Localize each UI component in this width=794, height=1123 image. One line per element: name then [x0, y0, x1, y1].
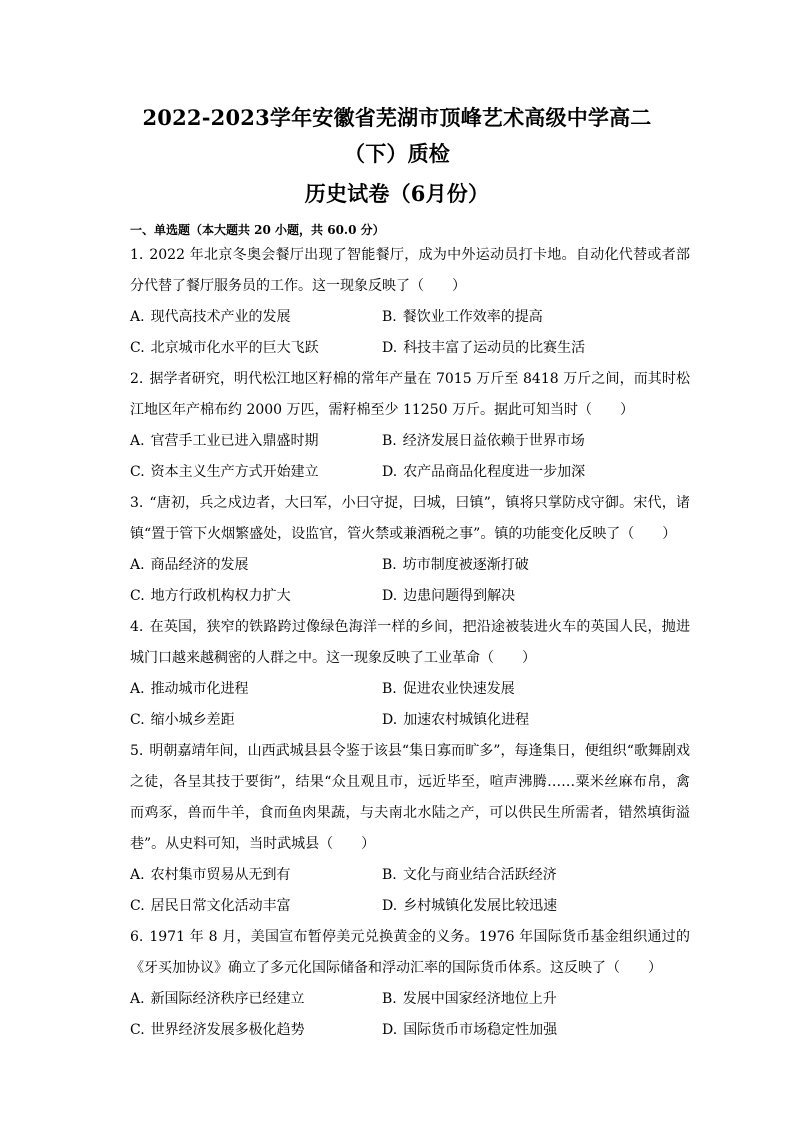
option-text: 地方行政机构权力扩大: [150, 588, 291, 604]
option-text: 北京城市化水平的巨大飞跃: [150, 340, 319, 356]
question-text: 1971 年 8 月，美国宣布暂停美元兑换黄金的义务。1976 年国际货币基金组织通过的《牙买加协议》确立了多元化国际储备和浮动汇率的国际货币体系。这反映了（ ）: [130, 929, 690, 976]
option-letter: B.: [382, 681, 397, 697]
question-3: [130, 488, 690, 612]
question-text: 2022 年北京冬奥会餐厅出现了智能餐厅，成为中外运动员打卡地。自动化代替或者部分代替了餐厅服务员的工作。这一现象反映了（ ）: [130, 247, 690, 294]
option-text: 官营手工业已进入鼎盛时期: [150, 433, 319, 449]
exam-title-line1: 2022-2023学年安徽省芜湖市顶峰艺术高级中学高二（下）质检: [142, 105, 652, 166]
option-b: [382, 984, 682, 1015]
question-list: [130, 240, 794, 1046]
option-text: 国际货币市场稳定性加强: [403, 1022, 558, 1038]
option-text: 文化与商业结合活跃经济: [402, 867, 557, 883]
option-letter: D.: [382, 588, 398, 604]
option-text: 经济发展日益依赖于世界市场: [402, 433, 585, 449]
question-1: [130, 240, 690, 364]
option-letter: D.: [382, 898, 398, 914]
option-letter: D.: [382, 340, 398, 356]
question-number: 5.: [130, 743, 144, 759]
option-letter: A.: [130, 309, 145, 325]
option-text: 缩小城乡差距: [150, 712, 235, 728]
question-6: [130, 922, 690, 1046]
option-letter: B.: [382, 557, 397, 573]
options-grid: [130, 426, 690, 488]
question-text: “唐初，兵之戍边者，大曰军，小曰守捉，曰城，曰镇”，镇将只掌防戍守御。宋代，诸镇“置于管下火烟繁盛处，设监官，管火禁或兼酒税之事”。镇的功能变化反映了（ ）: [130, 495, 690, 542]
option-text: 农产品商品化程度进一步加深: [403, 464, 586, 480]
question-stem: [130, 488, 690, 550]
question-number: 6.: [130, 929, 144, 945]
option-letter: B.: [382, 433, 397, 449]
option-c: [130, 891, 382, 922]
option-b: [382, 426, 682, 457]
option-letter: A.: [130, 681, 145, 697]
option-b: [382, 674, 682, 705]
question-stem: [130, 364, 690, 426]
question-number: 4.: [130, 619, 144, 635]
option-c: [130, 457, 382, 488]
question-text: 据学者研究，明代松江地区籽棉的常年产量在 7015 万斤至 8418 万斤之间，而其时松江地区年产棉布约 2000 万匹，需籽棉至少 11250 万斤。据此可知当时（ ）: [130, 371, 690, 418]
option-letter: B.: [382, 309, 397, 325]
option-letter: C.: [130, 340, 145, 356]
option-text: 农村集市贸易从无到有: [150, 867, 291, 883]
question-number: 2.: [130, 371, 144, 387]
option-letter: C.: [130, 464, 145, 480]
option-letter: C.: [130, 1022, 145, 1038]
section-heading: 一、单选题（本大题共 20 小题，共 60.0 分）: [130, 223, 385, 237]
option-d: [382, 581, 682, 612]
option-text: 促进农业快速发展: [402, 681, 515, 697]
option-a: [130, 674, 382, 705]
option-letter: A.: [130, 433, 145, 449]
option-text: 商品经济的发展: [150, 557, 249, 573]
question-stem: [130, 922, 690, 984]
option-letter: C.: [130, 588, 145, 604]
option-text: 发展中国家经济地位上升: [402, 991, 557, 1007]
option-b: [382, 302, 682, 333]
option-c: [130, 705, 382, 736]
option-d: [382, 1015, 682, 1046]
option-letter: C.: [130, 712, 145, 728]
option-a: [130, 550, 382, 581]
options-grid: [130, 674, 690, 736]
option-letter: D.: [382, 1022, 398, 1038]
option-text: 加速农村城镇化进程: [403, 712, 530, 728]
option-a: [130, 984, 382, 1015]
options-grid: [130, 302, 690, 364]
option-text: 资本主义生产方式开始建立: [150, 464, 319, 480]
option-c: [130, 333, 382, 364]
option-text: 现代高技术产业的发展: [150, 309, 291, 325]
options-grid: [130, 550, 690, 612]
question-text: 在英国，狭窄的铁路跨过像绿色海洋一样的乡间，把沿途被装进火车的英国人民，抛进城门口越来越稠密的人群之中。这一现象反映了工业革命（ ）: [130, 619, 690, 666]
option-letter: C.: [130, 898, 145, 914]
option-text: 世界经济发展多极化趋势: [150, 1022, 305, 1038]
option-b: [382, 860, 682, 891]
option-c: [130, 581, 382, 612]
option-text: 推动城市化进程: [150, 681, 249, 697]
option-c: [130, 1015, 382, 1046]
option-text: 新国际经济秩序已经建立: [150, 991, 305, 1007]
option-text: 边患问题得到解决: [403, 588, 516, 604]
option-a: [130, 860, 382, 891]
question-2: [130, 364, 690, 488]
option-a: [130, 302, 382, 333]
option-text: 科技丰富了运动员的比赛生活: [403, 340, 586, 356]
option-letter: A.: [130, 557, 145, 573]
option-a: [130, 426, 382, 457]
option-letter: D.: [382, 464, 398, 480]
option-letter: A.: [130, 991, 145, 1007]
exam-title-line2: 历史试卷（6月份）: [304, 181, 490, 206]
option-letter: A.: [130, 867, 145, 883]
option-d: [382, 333, 682, 364]
option-b: [382, 550, 682, 581]
question-stem: [130, 240, 690, 302]
question-number: 1.: [130, 247, 144, 263]
option-d: [382, 457, 682, 488]
option-text: 坊市制度被逐渐打破: [402, 557, 529, 573]
option-letter: B.: [382, 991, 397, 1007]
option-text: 餐饮业工作效率的提高: [402, 309, 543, 325]
options-grid: [130, 860, 690, 922]
question-stem: [130, 612, 690, 674]
option-text: 乡村城镇化发展比较迅速: [403, 898, 558, 914]
question-5: [130, 736, 690, 922]
option-text: 居民日常文化活动丰富: [150, 898, 291, 914]
question-text: 明朝嘉靖年间，山西武城县县令鉴于该县“集日寡而旷多”，每逢集日，便组织“歌舞剧戏之徒，各呈其技于要街”，结果“众且观且市，远近毕至，喧声沸腾……粟米丝麻布帛，禽而鸡豕，兽而牛羊，食而鱼肉果蔬，与夫南北水陆之产，可以供民生所需者，错然填街溢巷”。从史料可知，当时武城县（ ）: [130, 743, 690, 852]
option-d: [382, 705, 682, 736]
option-letter: B.: [382, 867, 397, 883]
options-grid: [130, 984, 690, 1046]
question-stem: [130, 736, 690, 860]
question-4: [130, 612, 690, 736]
option-letter: D.: [382, 712, 398, 728]
question-number: 3.: [130, 495, 144, 511]
option-d: [382, 891, 682, 922]
